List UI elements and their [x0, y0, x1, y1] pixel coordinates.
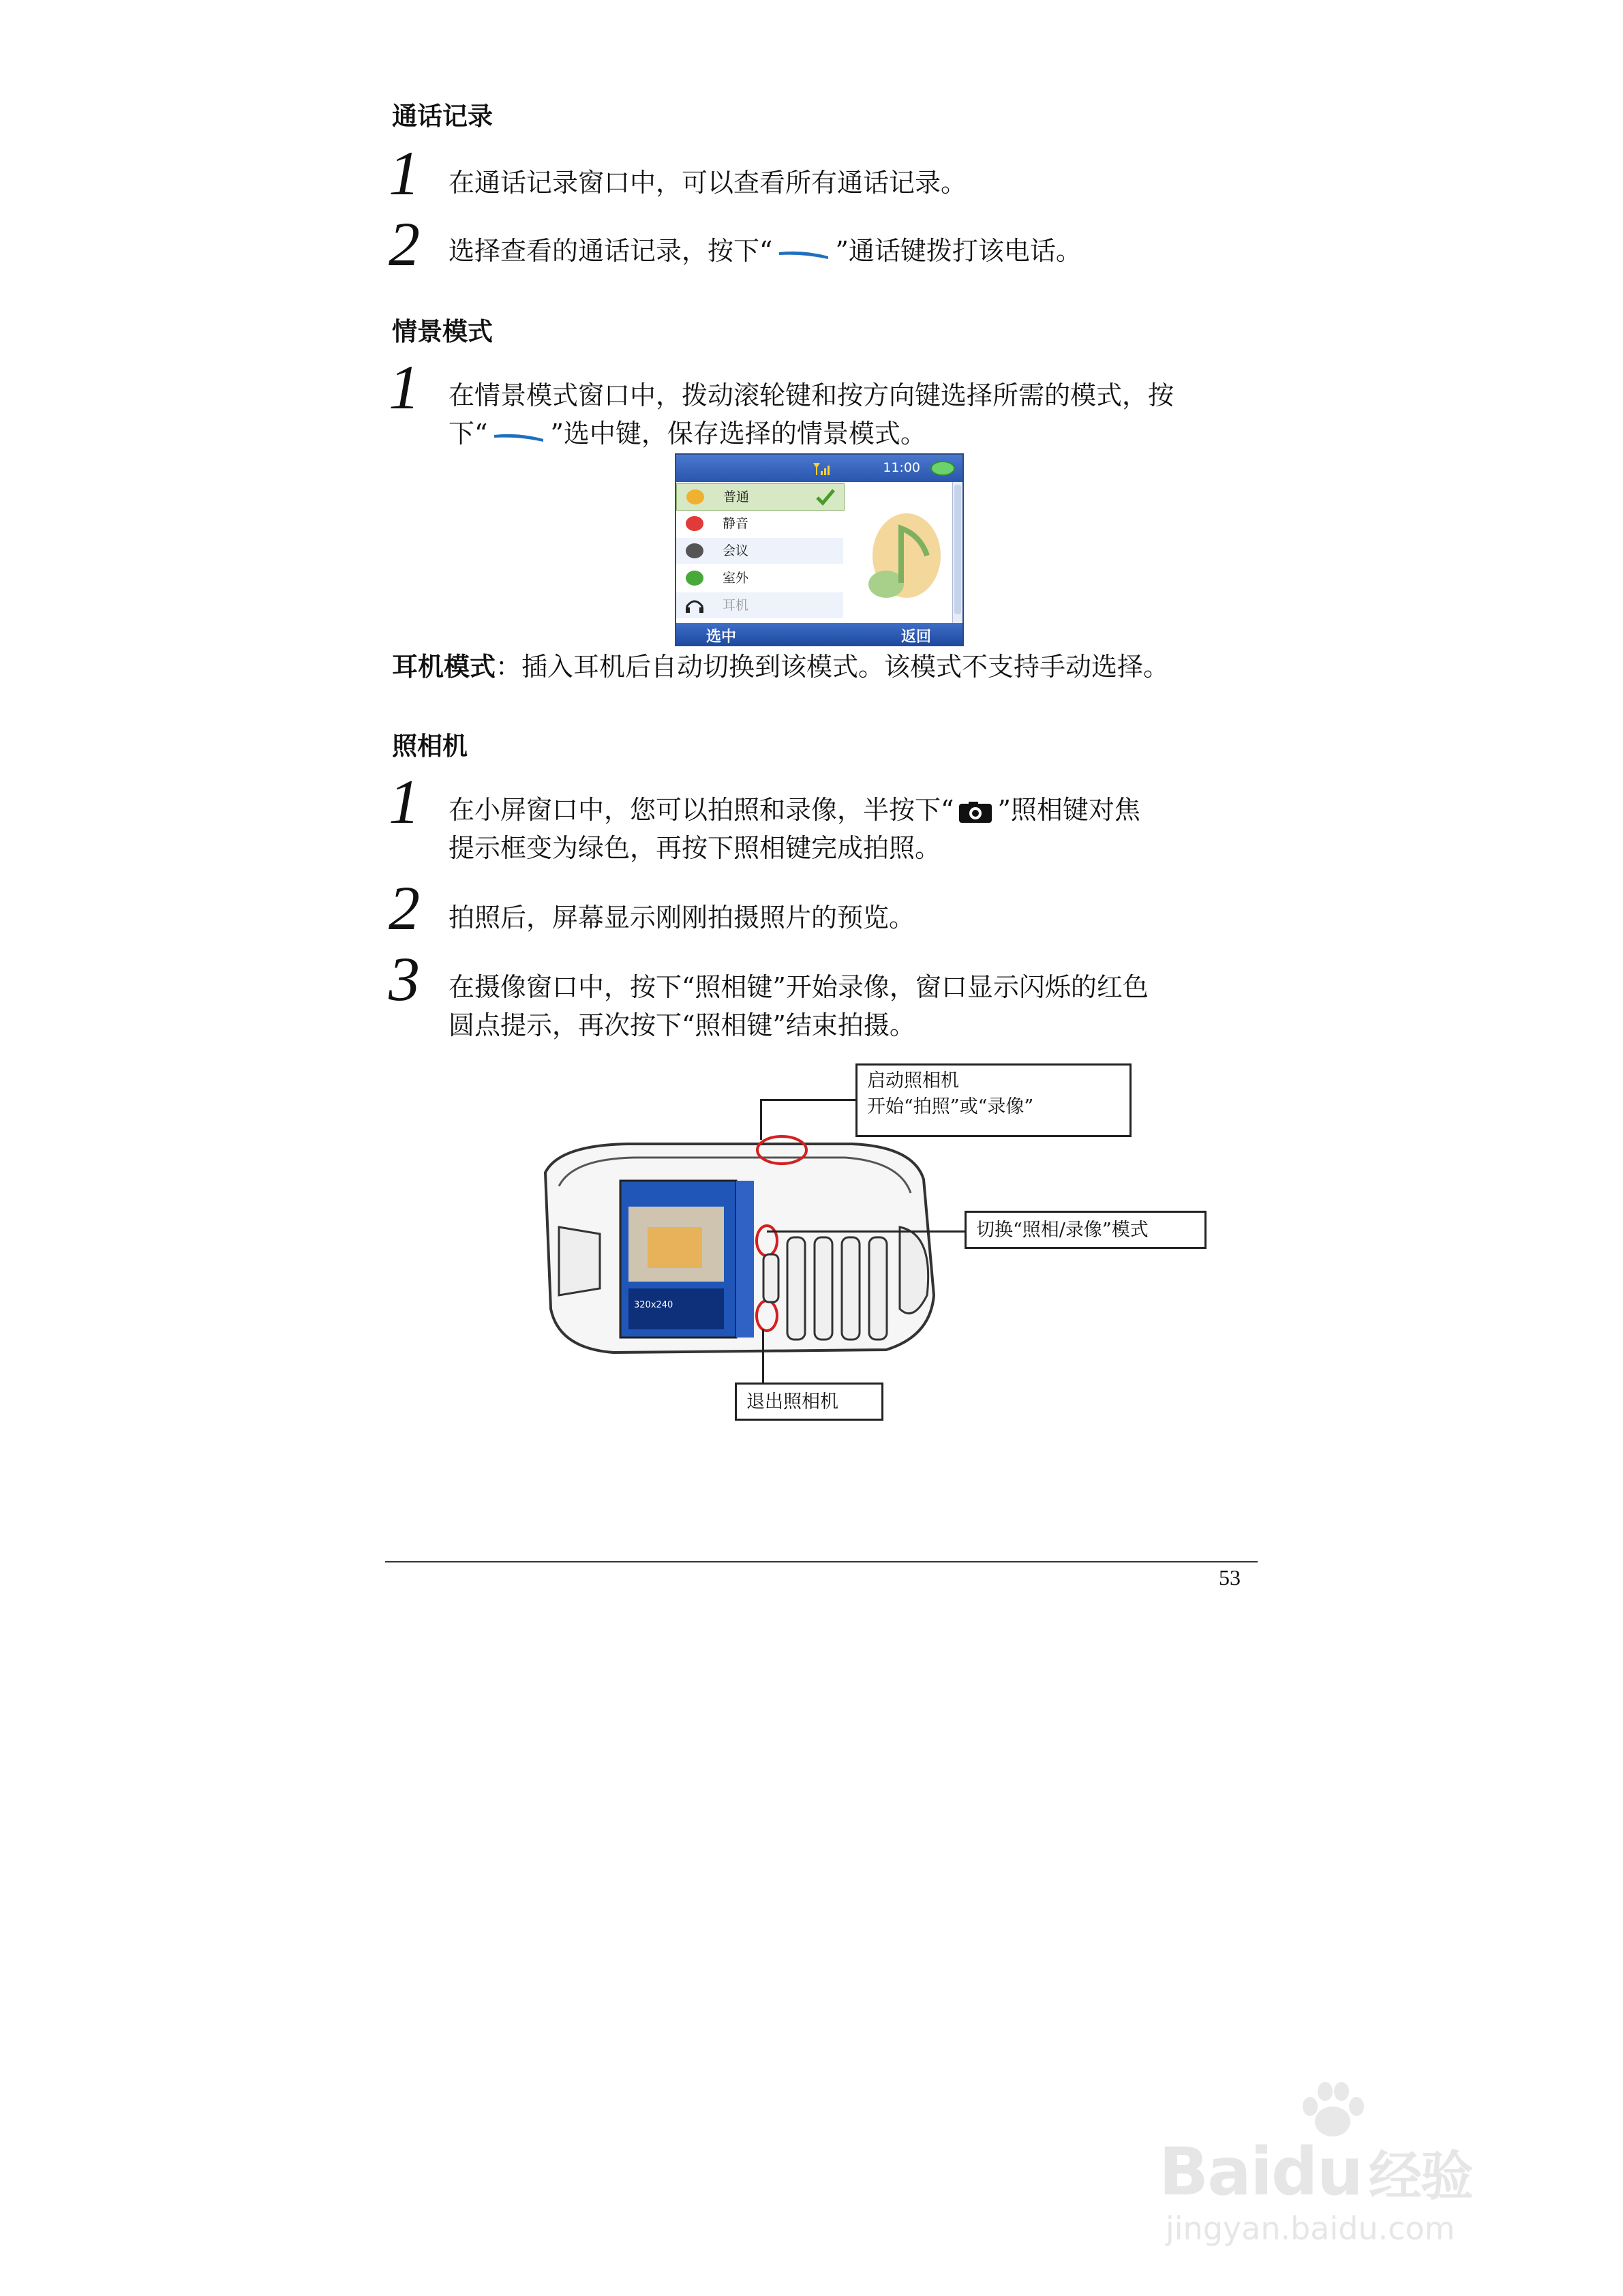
- back-softkey[interactable]: 返回: [900, 629, 931, 646]
- callout-launch-camera: [855, 1063, 1132, 1137]
- step-number: 1: [389, 767, 420, 836]
- section-title-profiles: 情景模式: [392, 317, 493, 346]
- step-text: [449, 232, 1253, 270]
- step-number: 1: [389, 138, 420, 208]
- outdoor-profile-icon: [686, 571, 703, 586]
- step-text: [449, 414, 1253, 453]
- step-number: 2: [389, 873, 420, 943]
- step-text-part: 选择查看的通话记录，按下“: [449, 236, 773, 266]
- baidu-jingyan-watermark: [1159, 2079, 1541, 2247]
- softkey-bar: [676, 623, 962, 645]
- step-text-part: ”选中键，保存选择的情景模式。: [550, 419, 926, 449]
- profile-screen: [675, 453, 964, 646]
- select-softkey[interactable]: 选中: [706, 629, 737, 646]
- phone-illustration: [532, 1132, 954, 1363]
- section-title-call-log: 通话记录: [392, 102, 493, 131]
- battery-icon: [930, 460, 956, 477]
- silent-profile-icon: [686, 516, 703, 531]
- meeting-profile-icon: [686, 543, 703, 558]
- watermark-brand-du: du: [1271, 2134, 1362, 2210]
- watermark-product: 经验: [1368, 2146, 1472, 2207]
- step-number: 1: [389, 352, 420, 422]
- profile-item-outdoor[interactable]: 室外: [676, 565, 843, 591]
- headset-mode-note: [392, 648, 1278, 686]
- step-number: 2: [389, 209, 420, 279]
- music-note-illustration: [859, 508, 941, 610]
- callout-line: [762, 1329, 764, 1384]
- profile-item-silent[interactable]: 静音: [676, 511, 843, 537]
- step-text: 在通话记录窗口中，可以查看所有通话记录。: [449, 168, 967, 198]
- camera-key-icon: [958, 801, 993, 824]
- callout-exit-camera: 退出照相机: [735, 1383, 883, 1421]
- step-text-part: 下“: [449, 419, 488, 449]
- checkmark-icon: [815, 488, 836, 506]
- step-text: 在情景模式窗口中，拨动滚轮键和按方向键选择所需的模式，按: [449, 380, 1174, 410]
- callout-text: 开始“拍照”或“录像”: [867, 1096, 1034, 1117]
- step-text: 拍照后，屏幕显示刚刚拍摄照片的预览。: [449, 903, 915, 933]
- step-text: [449, 791, 1253, 829]
- callout-text: 启动照相机: [867, 1070, 959, 1091]
- step-text-part: ”通话键拨打该电话。: [835, 236, 1082, 266]
- call-key-icon: [776, 247, 831, 260]
- footer-rule: [385, 1561, 1258, 1562]
- callout-switch-mode: 切换“照相/录像”模式: [965, 1211, 1207, 1249]
- step-text: 在摄像窗口中，按下“照相键”开始录像，窗口显示闪烁的红色: [449, 972, 1149, 1002]
- watermark-brand: Bai: [1159, 2134, 1271, 2210]
- signal-icon: [811, 460, 832, 477]
- callout-line: [760, 1099, 762, 1140]
- step-text: 提示框变为绿色，再按下照相键完成拍照。: [449, 833, 941, 863]
- normal-profile-icon: [686, 489, 704, 504]
- paw-icon: [1295, 2079, 1370, 2141]
- profile-item-normal[interactable]: 普通: [676, 483, 845, 511]
- section-title-camera: 照相机: [392, 731, 468, 761]
- scrollbar[interactable]: [952, 482, 962, 624]
- step-number: 3: [389, 944, 420, 1014]
- screen-resolution-text: 320x240: [634, 1300, 673, 1310]
- select-key-icon: [491, 429, 546, 443]
- step-text-part: ”照相键对焦: [997, 795, 1140, 825]
- callout-line: [760, 1099, 855, 1101]
- status-bar: [676, 455, 962, 482]
- page-number: 53: [1219, 1565, 1241, 1590]
- step-text-part: 在小屏窗口中，您可以拍照和录像，半按下“: [449, 795, 954, 825]
- headset-icon: [684, 596, 705, 614]
- clock: 11:00: [883, 460, 920, 475]
- watermark-url: jingyan.baidu.com: [1166, 2210, 1455, 2247]
- step-text: 圆点提示，再次按下“照相键”结束拍摄。: [449, 1010, 915, 1040]
- callout-line: [767, 1230, 965, 1233]
- note-text: ：插入耳机后自动切换到该模式。该模式不支持手动选择。: [496, 652, 1170, 682]
- profile-item-headset: 耳机: [676, 592, 843, 618]
- profile-item-meeting[interactable]: 会议: [676, 538, 843, 564]
- note-label: 耳机模式: [392, 652, 496, 682]
